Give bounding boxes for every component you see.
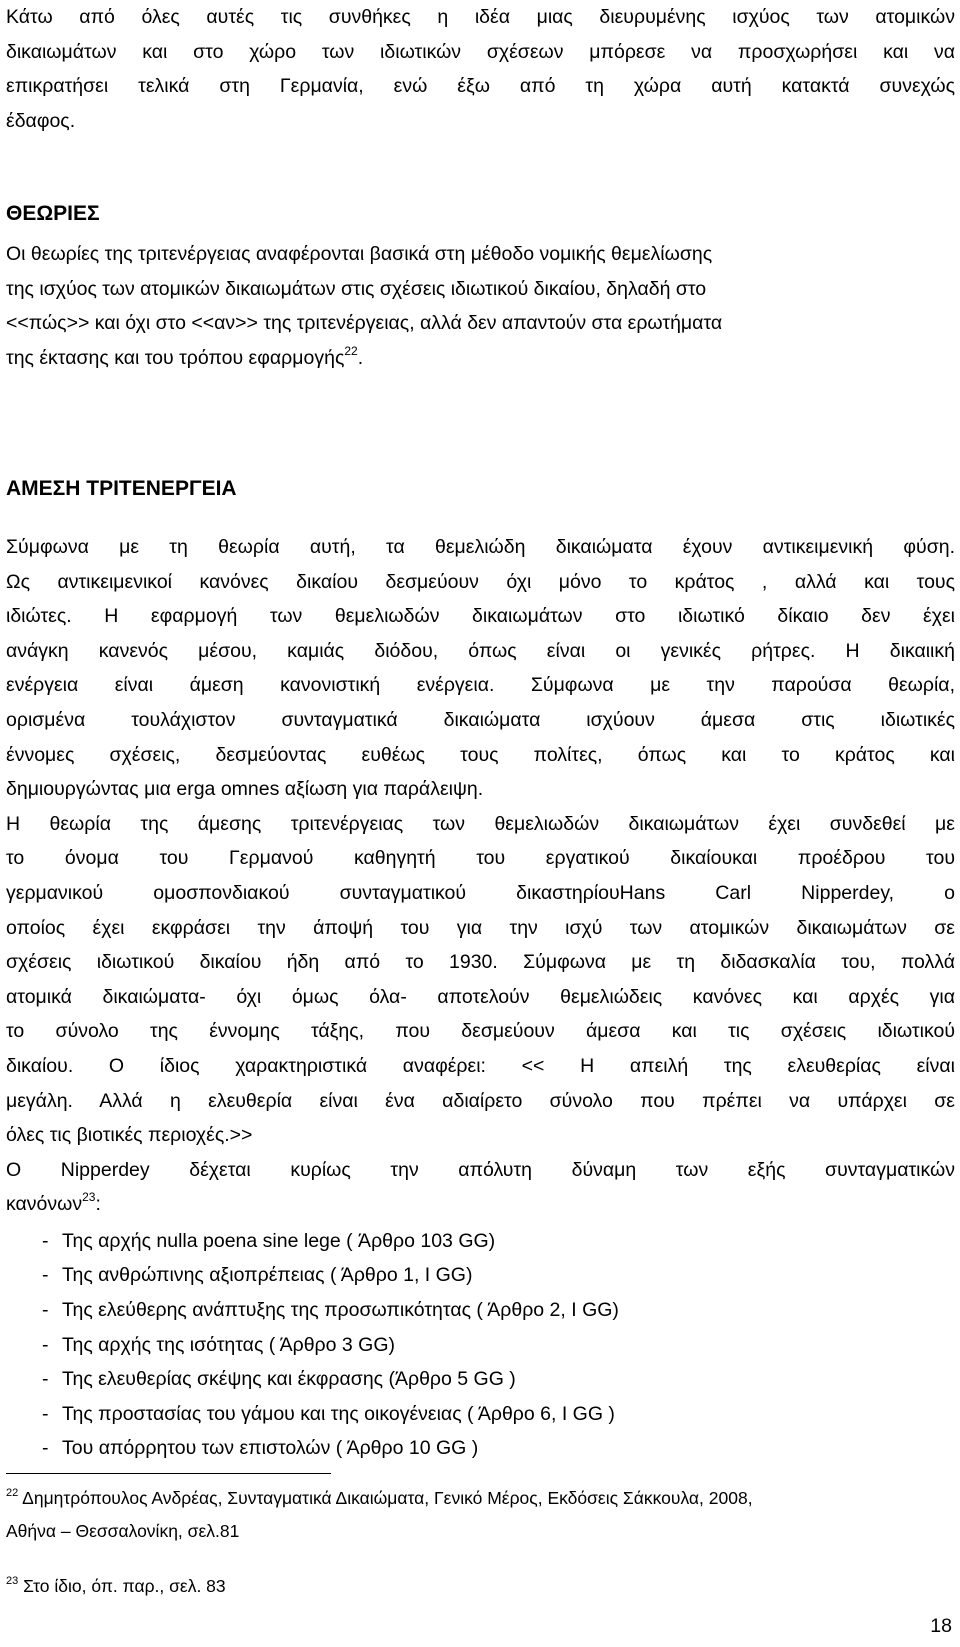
text-span: κανόνων [6,1193,83,1216]
list-dash: - [42,1229,49,1252]
text-line: σχέσεις ιδιωτικού δικαίου ήδη από το 1930. Σύμφωνα με τη διδασκαλία του, πολλά [6,951,955,974]
list-item [6,1258,955,1293]
footnote-23 [6,1571,955,1604]
list-item-text: Της προστασίας του γάμου και της οικογένειας ( Άρθρο 6, I GG ) [62,1402,615,1425]
list-dash: - [42,1264,49,1287]
text-line: Σύμφωνα με τη θεωρία αυτή, τα θεμελιώδη δικαιώματα έχουν αντικειμενική φύση. [6,536,955,558]
footnote-number: 22 [6,1487,19,1499]
text-span: : [95,1193,101,1216]
list-item [6,1293,955,1328]
text-line [6,1483,955,1516]
list-dash: - [42,1333,49,1356]
text-line: ορισμένα τουλάχιστον συνταγματικά δικαιώματα ισχύουν άμεσα στις ιδιωτικές [6,708,955,731]
list-item-text: Της ανθρώπινης αξιοπρέπειας ( Άρθρο 1, I GG) [62,1264,473,1287]
text-line: δημιουργώντας μια erga omnes αξίωση για παράλειψη. [6,778,484,801]
list-item-text: Του απόρρητου των επιστολών ( Άρθρο 10 GG ) [62,1437,479,1460]
text-span: . [357,346,364,369]
list-item-text: Της ελευθερίας σκέψης και έκφρασης (Άρθρο 5 GG ) [62,1368,516,1391]
list-item [6,1224,955,1259]
text-line: μεγάλη. Αλλά η ελευθερία είναι ένα αδιαίρετο σύνολο που πρέπει να υπάρχει σε [6,1089,955,1112]
footnote-ref-23[interactable]: 23 [82,1190,96,1205]
text-line [6,1187,955,1224]
list-item-text: Της αρχής nulla poena sine lege ( Άρθρο 103 GG) [62,1229,496,1252]
text-line: ανάγκη κανενός μέσου, καμιάς διόδου, όπως είναι οι γενικές ρήτρες. Η δικαιική [6,639,955,662]
text-line: Οι θεωρίες της τριτενέργειας αναφέρονται βασικά στη μέθοδο νομικής θεμελίωσης [6,243,713,265]
list-item-text: Της ελεύθερης ανάπτυξης της προσωπικότητας ( Άρθρο 2, I GG) [62,1299,619,1322]
text-span: της έκτασης και του τρόπου εφαρμογής [6,346,345,369]
text-line: έδαφος. [6,109,76,132]
text-line: Κάτω από όλες αυτές τις συνθήκες η ιδέα μιας διευρυμένης ισχύος των ατομικών [6,6,955,28]
footnote-text: Αθήνα – Θεσσαλονίκη, σελ.81 [6,1521,240,1541]
intro-paragraph [6,0,955,138]
text-line: δικαιωμάτων και στο χώρο των ιδιωτικών σχέσεων μπόρεσε να προσχωρήσει και να [6,40,955,63]
list-dash: - [42,1299,49,1322]
text-line: έννομες σχέσεις, δεσμεύοντας ευθέως τους πολίτες, όπως και το κράτος και [6,743,955,766]
text-line: το όνομα του Γερμανού καθηγητή του εργατικού δικαίουκαι προέδρου του [6,847,955,870]
page-number: 18 [930,1615,952,1637]
text-line: ενέργεια είναι άμεση κανονιστική ενέργεια. Σύμφωνα με την παρούσα θεωρία, [6,674,955,697]
text-line: το σύνολο της έννομης τάξης, που δεσμεύουν άμεσα και τις σχέσεις ιδιωτικού [6,1020,955,1043]
text-line [6,341,955,378]
text-line: της ισχύος των ατομικών δικαιωμάτων στις σχέσεις ιδιωτικού δικαίου, δηλαδή στο [6,277,707,300]
text-line: οποίος έχει εκφράσει την άποψή του για την ισχύ των ατομικών δικαιωμάτων σε [6,916,955,939]
list-item [6,1431,955,1466]
text-line: όλες τις βιοτικές περιοχές.>> [6,1124,253,1147]
footnote-text: Δημητρόπουλος Ανδρέας, Συνταγματικά Δικαιώματα, Γενικό Μέρος, Εκδόσεις Σάκκουλα, 2008, [22,1488,753,1508]
text-line: γερμανικού ομοσπονδιακού συνταγματικού δικαστηρίουHans Carl Nipperdey, ο [6,881,955,904]
footnote-number: 23 [6,1575,19,1587]
footnote-separator [6,1473,331,1474]
list-dash: - [42,1368,49,1391]
text-line: Ο Nipperdey δέχεται κυρίως την απόλυτη δύναμη των εξής συνταγματικών [6,1158,955,1181]
text-line: ιδιώτες. Η εφαρμογή των θεμελιωδών δικαιωμάτων στο ιδιωτικό δίκαιο δεν έχει [6,605,955,628]
text-line: Ως αντικειμενικοί κανόνες δικαίου δεσμεύουν όχι μόνο το κράτος , αλλά και τους [6,570,955,593]
footnote-22 [6,1483,955,1546]
footnote-ref-22[interactable]: 22 [344,343,358,358]
text-line: Η θεωρία της άμεσης τριτενέργειας των θεμελιωδών δικαιωμάτων έχει συνδεθεί με [6,812,955,835]
list-dash: - [42,1402,49,1425]
footnote-text: Στο ίδιο, όπ. παρ., σελ. 83 [23,1576,226,1596]
constitutional-rules-list [6,1224,955,1466]
section-heading-direct-third-party-effect: ΑΜΕΣΗ ΤΡΙΤΕΝΕΡΓΕΙΑ [6,477,237,500]
list-item [6,1328,955,1363]
list-item [6,1397,955,1432]
text-line: ατομικά δικαιώματα- όχι όμως όλα- αποτελούν θεμελιώδεις κανόνες και αρχές για [6,985,955,1008]
text-line: <<πώς>> και όχι στο <<αν>> της τριτενέργειας, αλλά δεν απαντούν στα ερωτήματα [6,312,723,334]
text-line [6,1571,955,1604]
text-line: δικαίου. Ο ίδιος χαρακτηριστικά αναφέρει: << Η απειλή της ελευθερίας είναι [6,1054,955,1077]
list-item [6,1362,955,1397]
direct-effect-body [6,530,955,1466]
list-item-text: Της αρχής της ισότητας ( Άρθρο 3 GG) [62,1333,396,1356]
theories-paragraph [6,237,955,377]
list-dash: - [42,1437,49,1460]
section-heading-theories: ΘΕΩΡΙΕΣ [6,202,100,225]
text-line: επικρατήσει τελικά στη Γερμανία, ενώ έξω από τη χώρα αυτή κατακτά συνεχώς [6,75,955,97]
